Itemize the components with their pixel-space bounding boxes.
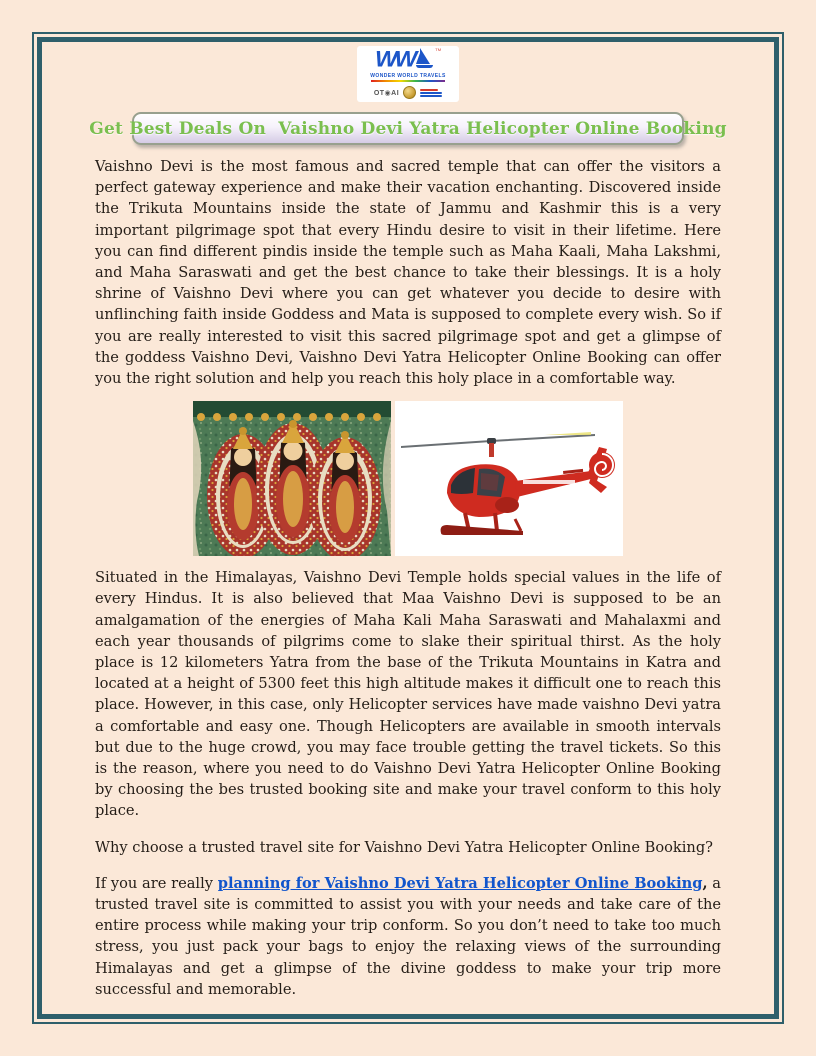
trademark-label: TM	[435, 47, 442, 52]
travel-association-badge-icon	[420, 89, 442, 97]
closing-prefix: If you are really	[95, 874, 218, 892]
wonder-world-travels-logo	[357, 46, 459, 102]
booking-link[interactable]: planning for Vaishno Devi Yatra Helicopter Online Booking	[217, 874, 703, 892]
rainbow-stripe	[371, 80, 445, 82]
logo-initials: WW	[374, 47, 415, 72]
brand-name: WONDER WORLD TRAVELS	[370, 73, 446, 79]
helicopter-image	[395, 401, 623, 556]
otoai-logo: OT◉AI	[373, 89, 400, 97]
goddess-idols-image	[193, 401, 391, 556]
page-title: Get Best Deals On Vaishno Devi Yatra Helicopter Online Booking	[89, 118, 727, 139]
logo-top	[375, 48, 441, 72]
paragraph-intro: Vaishno Devi is the most famous and sacred temple that can offer the visitors a perfect gateway experience and make their vacation enchanting. Discovered inside the Trikuta Mountains inside the state of Jammu and Kashmir this is a very important pilgrimage spot that every Hindu desire to visit in their lifetime. Here you can find different pindis inside the temple such as Maha Kaali, Maha Lakshmi, and Maha Saraswati and get the best chance to take their blessings. It is a holy shrine of Vaishno Devi where you can get whatever you decide to desire with unflinching faith inside Goddess and Mata is supposed to complete every wish. So if you are really interested to visit this sacred pilgrimage spot and get a glimpse of the goddess Vaishno Devi, Vaishno Devi Yatra Helicopter Online Booking can offer you the right solution and help you reach this holy place in a comfortable way.	[95, 158, 721, 388]
logo	[95, 46, 721, 102]
closing-suffix: a trusted travel site is committed to assist you with your needs and take care of the entire process while making your trip conform. So you don’t need to take too much stress, you just pack your bags to enjoy the relaxing views of the surrounding Himalayas and get a glimpse of the divine goddess to make your trip more successful and memorable.	[95, 874, 721, 998]
heading-row	[89, 112, 727, 145]
gold-seal-icon	[403, 86, 416, 99]
closing-comma: ,	[702, 874, 708, 892]
title-banner	[89, 112, 727, 145]
images-row	[95, 401, 721, 556]
document-page	[43, 42, 773, 1014]
sailboat-icon	[416, 48, 434, 70]
certification-row	[374, 86, 442, 99]
paragraph-closing	[95, 873, 721, 1000]
paragraph-details: Situated in the Himalayas, Vaishno Devi Temple holds special values in the life of every Hindus. It is also believed that Maa Vaishno Devi is supposed to be an amalgamation of the energies of Maha Kali Maha Saraswati and Mahalaxmi and each year thousands of pilgrims come to slake their spiritual thirst. As the holy place is 12 kilometers Yatra from the base of the Trikuta Mountains in Katra and located at a height of 5300 feet this high altitude makes it difficult one to reach this place. However, in this case, only Helicopter services have made vaishno Devi yatra a comfortable and easy one. Though Helicopters are available in smooth intervals but due to the huge crowd, you may face trouble getting the travel tickets. So this is the reason, where you need to do Vaishno Devi Yatra Helicopter Online Booking by choosing the bes trusted booking site and make your travel conform to this holy place.	[95, 569, 721, 820]
question-line: Why choose a trusted travel site for Vaishno Devi Yatra Helicopter Online Booking?	[95, 838, 713, 856]
